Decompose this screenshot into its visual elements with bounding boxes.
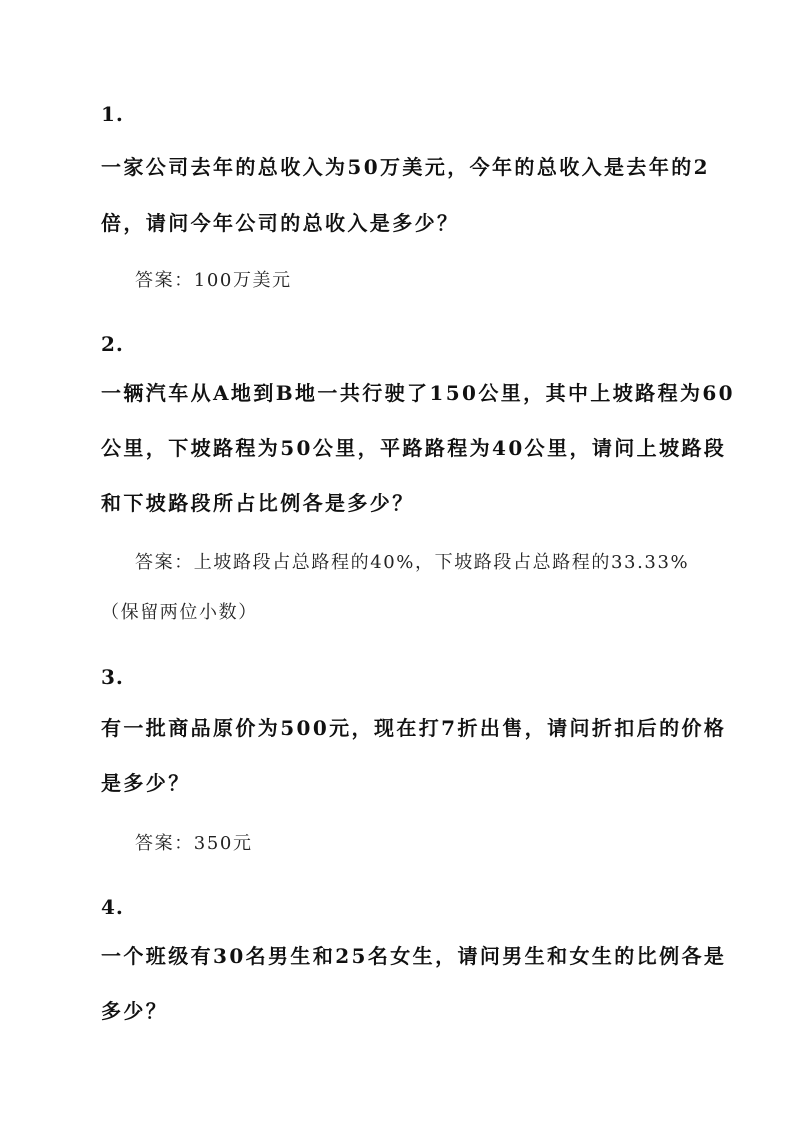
problem-1-answer: 答案：100万美元 [135, 270, 292, 291]
problem-3-question-line-1: 有一批商品原价为500元，现在打7折出售，请问折扣后的价格 [101, 716, 727, 740]
problem-2-number: 2. [101, 332, 124, 356]
problem-4-question-line-1: 一个班级有30名男生和25名女生，请问男生和女生的比例各是 [101, 944, 727, 968]
problem-2-answer-line-1: 答案：上坡路段占总路程的40%，下坡路段占总路程的33.33% [135, 552, 690, 573]
problem-2-question-line-3: 和下坡路段所占比例各是多少？ [101, 491, 415, 515]
problem-1-question-line-2: 倍，请问今年公司的总收入是多少？ [101, 211, 460, 235]
problem-2-answer-line-2: （保留两位小数） [101, 602, 258, 623]
problem-4-question-line-2: 多少？ [101, 999, 169, 1023]
problem-3-question-line-2: 是多少？ [101, 771, 191, 795]
problem-3-answer: 答案：350元 [135, 833, 253, 854]
problem-2-question-line-1: 一辆汽车从A地到B地一共行驶了150公里，其中上坡路程为60 [101, 381, 736, 405]
problem-4-number: 4. [101, 895, 124, 919]
problem-2-question-line-2: 公里，下坡路程为50公里，平路路程为40公里，请问上坡路段 [101, 436, 727, 460]
problem-1-number: 1. [101, 102, 124, 126]
problem-3-number: 3. [101, 665, 124, 689]
problem-1-question-line-1: 一家公司去年的总收入为50万美元，今年的总收入是去年的2 [101, 155, 710, 179]
